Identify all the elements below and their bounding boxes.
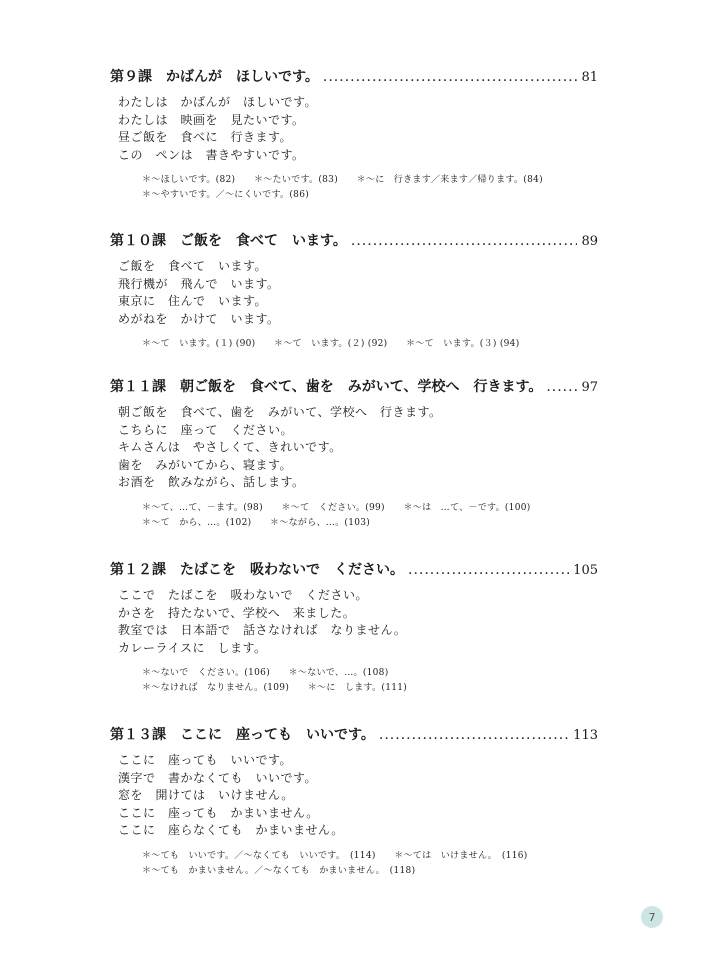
lesson-heading [110, 378, 598, 397]
example-sentence: わたしは 映画を 見たいです。 [118, 112, 305, 127]
grammar-points [142, 501, 598, 531]
example-sentence: 教室では 日本語で 話さなければ なりません。 [118, 623, 407, 637]
lesson-page-number: 113 [573, 728, 598, 743]
example-sentence: 歯を みがいてから、寝ます。 [118, 457, 293, 472]
dot-leader [351, 232, 578, 250]
lesson-title: 第１０課 ご飯を 食べて います。 [110, 233, 347, 249]
lesson-title: 第１３課 ここに 座っても いいです。 [110, 727, 375, 743]
lesson-title: 第９課 かばんが ほしいです。 [110, 69, 319, 85]
grammar-point-line: ＊～て から、…。(102) ＊～ながら、…。(103) [142, 517, 371, 528]
example-sentence: ここで たばこを 吸わないで ください。 [118, 588, 369, 602]
example-sentence: カレーライスに します。 [118, 640, 267, 655]
lesson-12 [110, 561, 598, 696]
example-sentence: こちらに 座って ください。 [118, 422, 294, 437]
grammar-point-line: ＊～ても かまいません。／～なくても かまいません。 (118) [142, 865, 416, 876]
grammar-points [142, 173, 598, 203]
grammar-point-line: ＊～ても いいです。／～なくても いいです。 (114) ＊～ては いけません。 (116) [142, 850, 528, 861]
lesson-heading [110, 726, 598, 745]
example-sentence: お酒を 飲みながら、話します。 [118, 475, 305, 489]
dot-leader [379, 726, 569, 744]
example-sentence: かさを 持たないで、学校へ 来ました。 [118, 605, 356, 620]
lesson-page-number: 97 [581, 380, 598, 395]
example-sentences [118, 404, 598, 492]
example-sentence: 漢字で 書かなくても いいです。 [118, 770, 318, 785]
dot-leader [323, 68, 578, 86]
example-sentence: この ペンは 書きやすいです。 [118, 147, 305, 162]
example-sentence: 窓を 開けては いけません。 [118, 788, 294, 802]
example-sentences [118, 752, 598, 840]
lesson-heading [110, 232, 598, 251]
lesson-11 [110, 378, 598, 531]
example-sentence: めがねを かけて います。 [118, 311, 280, 326]
page-number-badge: 7 [641, 906, 663, 928]
lesson-title: 第１１課 朝ご飯を 食べて、歯を みがいて、学校へ 行きます。 [110, 379, 543, 395]
example-sentence: ここに 座らなくても かまいません。 [118, 823, 344, 837]
example-sentence: ここに 座っても かまいません。 [118, 805, 319, 820]
grammar-points [142, 337, 598, 352]
lesson-10 [110, 232, 598, 352]
example-sentence: 昼ご飯を 食べに 行きます。 [118, 130, 293, 144]
lesson-heading [110, 68, 598, 87]
grammar-point-line: ＊～ほしいです。(82) ＊～たいです。(83) ＊～に 行きます／来ます／帰ります。(84) [142, 175, 543, 185]
grammar-point-line: ＊～て います。(１) (90) ＊～て います。(２) (92) ＊～て います。(３) (94) [142, 339, 520, 349]
lesson-9 [110, 68, 598, 203]
example-sentences [118, 94, 598, 164]
example-sentence: 朝ご飯を 食べて、歯を みがいて、学校へ 行きます。 [118, 405, 442, 419]
example-sentence: 飛行機が 飛んで います。 [118, 276, 280, 291]
example-sentence: わたしは かばんが ほしいです。 [118, 95, 318, 109]
lesson-13 [110, 726, 598, 879]
lesson-page-number: 105 [573, 563, 598, 578]
lesson-title: 第１２課 たばこを 吸わないで ください。 [110, 562, 404, 578]
example-sentence: 東京に 住んで います。 [118, 294, 268, 308]
lesson-page-number: 81 [581, 70, 598, 85]
grammar-point-line: ＊～やすいです。／～にくいです。(86) [142, 190, 310, 200]
example-sentence: ここに 座っても いいです。 [118, 753, 293, 767]
dot-leader [546, 378, 577, 396]
grammar-point-line: ＊～ないで ください。(106) ＊～ないで、…。(108) [142, 668, 389, 678]
example-sentences [118, 258, 598, 328]
lesson-heading [110, 561, 598, 580]
example-sentence: キムさんは やさしくて、きれいです。 [118, 440, 342, 454]
grammar-points [142, 666, 598, 696]
grammar-point-line: ＊～て、…て、－ます。(98) ＊～て ください。(99) ＊～は …て、－です。(100) [142, 502, 531, 513]
grammar-point-line: ＊～なければ なりません。(109) ＊～に します。(111) [142, 683, 408, 693]
example-sentences [118, 587, 598, 657]
dot-leader [408, 561, 569, 579]
grammar-points [142, 849, 598, 879]
lesson-page-number: 89 [581, 234, 598, 249]
example-sentence: ご飯を 食べて います。 [118, 259, 268, 273]
